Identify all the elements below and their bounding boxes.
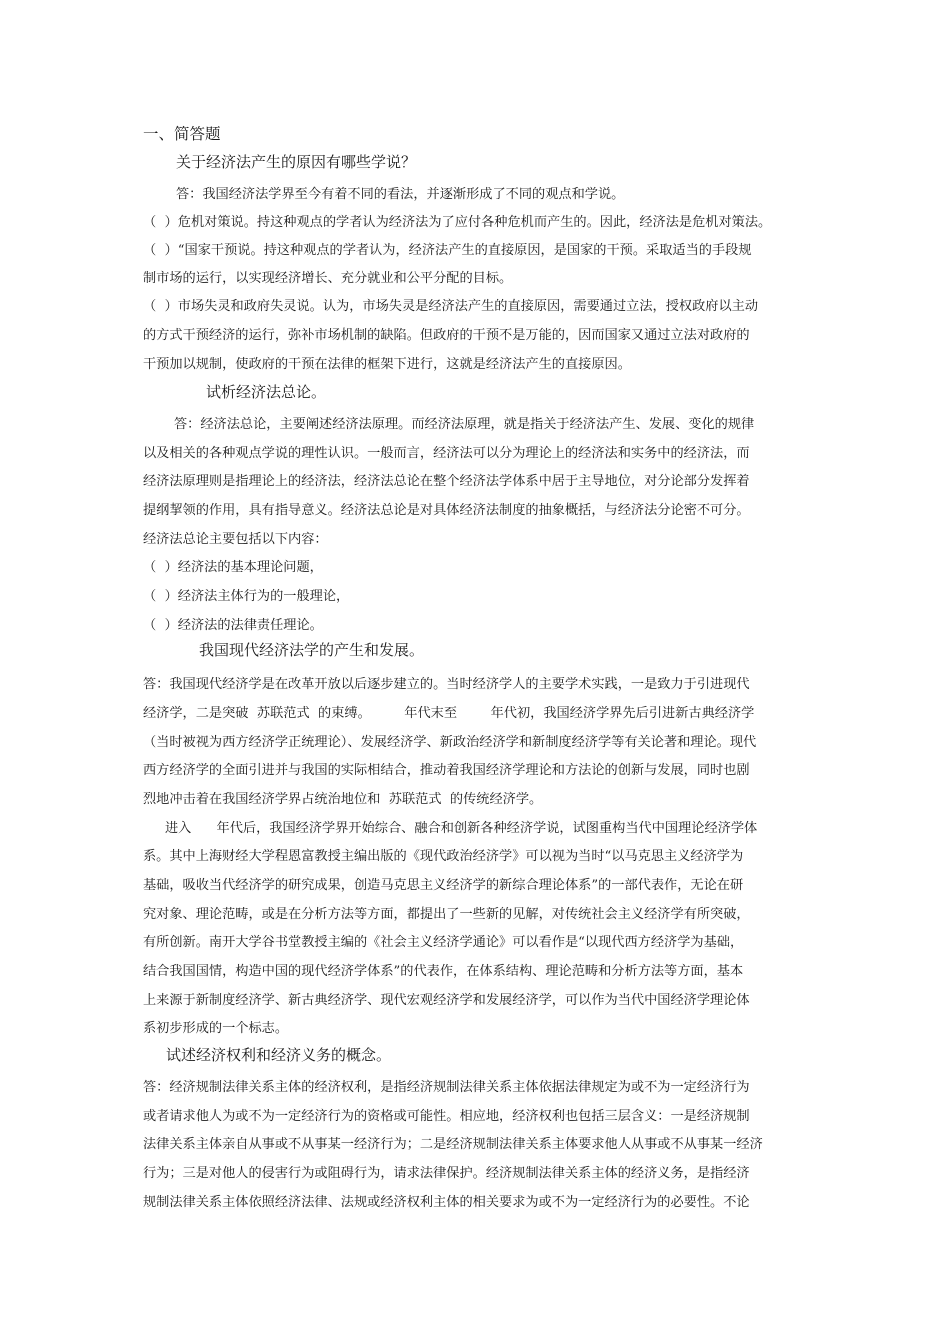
answer-line: （当时被视为西方经济学正统理论）、发展经济学、新政治经济学和新制度经济学等有关论著和理论。现代 xyxy=(143,735,757,750)
question-heading: 我国现代经济法学的产生和发展。 xyxy=(199,641,425,659)
answer-line: （ ）市场失灵和政府失灵说。认为，市场失灵是经济法产生的直接原因，需要通过立法，授权政府以主动 xyxy=(143,299,759,314)
answer-line: （ ）“国家干预说。持这种观点的学者认为，经济法产生的直接原因，是国家的干预。采取适当的手段规 xyxy=(143,243,752,258)
answer-line: 系初步形成的一个标志。 xyxy=(143,1021,289,1036)
answer-line: 答：经济规制法律关系主体的经济权利，是指经济规制法律关系主体依据法律规定为或不为一定经济行为 xyxy=(143,1080,750,1095)
answer-line: （ ）经济法主体行为的一般理论， xyxy=(143,589,350,604)
answer-line: 西方经济学的全面引进并与我国的实际相结合，推动着我国经济学理论和方法论的创新与发展，同时也剧 xyxy=(143,763,750,778)
answer-line: 究对象、理论范畴，或是在分析方法等方面，都提出了一些新的见解，对传统社会主义经济学有所突破， xyxy=(143,907,750,922)
answer-line: 答：我国现代经济学是在改革开放以后逐步建立的。当时经济学人的主要学术实践，一是致力于引进现代 xyxy=(143,677,750,692)
answer-line: 基础，吸收当代经济学的研究成果，创造马克思主义经济学的新综合理论体系”的一部代表作，无论在研 xyxy=(143,878,744,893)
question-heading: 关于经济法产生的原因有哪些学说？ xyxy=(176,153,417,171)
answer-line: 或者请求他人为或不为一定经济行为的资格或可能性。相应地，经济权利也包括三层含义：一是经济规制 xyxy=(143,1109,750,1124)
answer-line: 行为；三是对他人的侵害行为或阻碍行为，请求法律保护。经济规制法律关系主体的经济义务，是指经济 xyxy=(143,1166,750,1181)
question-heading: 试析经济法总论。 xyxy=(206,383,327,401)
answer-line: 烈地冲击着在我国经济学界占统治地位和 苏联范式 的传统经济学。 xyxy=(143,792,543,807)
answer-line: 干预加以规制，使政府的干预在法律的框架下进行，这就是经济法产生的直接原因。 xyxy=(143,357,631,372)
answer-line: 答：经济法总论，主要阐述经济法原理。而经济法原理，就是指关于经济法产生、发展、变化的规律 xyxy=(174,417,755,432)
answer-line: 经济法总论主要包括以下内容： xyxy=(143,532,328,547)
answer-line: 经济法原理则是指理论上的经济法，经济法总论在整个经济法学体系中居于主导地位，对分论部分发挥着 xyxy=(143,474,750,489)
answer-line: 有所创新。南开大学谷书堂教授主编的《社会主义经济学通论》可以看作是“以现代西方经济学为基础， xyxy=(143,935,744,950)
answer-line: 进入 年代后，我国经济学界开始综合、融合和创新各种经济学说，试图重构当代中国理论经济学体 xyxy=(165,821,758,836)
answer-line: 上来源于新制度经济学、新古典经济学、现代宏观经济学和发展经济学，可以作为当代中国经济学理论体 xyxy=(143,993,750,1008)
answer-line: 法律关系主体亲自从事或不从事某一经济行为；二是经济规制法律关系主体要求他人从事或不从事某一经济 xyxy=(143,1137,763,1152)
answer-line: 规制法律关系主体依照经济法律、法规或经济权利主体的相关要求为或不为一定经济行为的必要性。不论 xyxy=(143,1195,750,1210)
answer-line: 结合我国国情，构造中国的现代经济学体系”的代表作，在体系结构、理论范畴和分析方法等方面，基本 xyxy=(143,964,744,979)
answer-line: 提纲挈领的作用，具有指导意义。经济法总论是对具体经济法制度的抽象概括，与经济法分论密不可分。 xyxy=(143,503,750,518)
answer-line: 以及相关的各种观点学说的理性认识。一般而言，经济法可以分为理论上的经济法和实务中的经济法，而 xyxy=(143,446,750,461)
answer-line: 经济学，二是突破 苏联范式 的束缚。 年代末至 年代初，我国经济学界先后引进新古典经济学 xyxy=(143,706,755,721)
answer-line: 的方式干预经济的运行，弥补市场机制的缺陷。但政府的干预不是万能的，因而国家又通过立法对政府的 xyxy=(143,328,750,343)
question-heading: 试述经济权利和经济义务的概念。 xyxy=(166,1046,392,1064)
answer-line: （ ）经济法的法律责任理论。 xyxy=(143,618,323,633)
answer-line: 制市场的运行，以实现经济增长、充分就业和公平分配的目标。 xyxy=(143,271,513,286)
section-title: 一、简答题 xyxy=(143,125,221,143)
answer-line: （ ）危机对策说。持这种观点的学者认为经济法为了应付各种危机而产生的。因此，经济法是危机对策法。 xyxy=(143,215,772,230)
answer-line: 系。其中上海财经大学程恩富教授主编出版的《现代政治经济学》可以视为当时“以马克思主义经济学为 xyxy=(143,849,744,864)
answer-line: 答：我国经济法学界至今有着不同的看法，并逐渐形成了不同的观点和学说。 xyxy=(176,187,625,202)
answer-line: （ ）经济法的基本理论问题， xyxy=(143,560,323,575)
